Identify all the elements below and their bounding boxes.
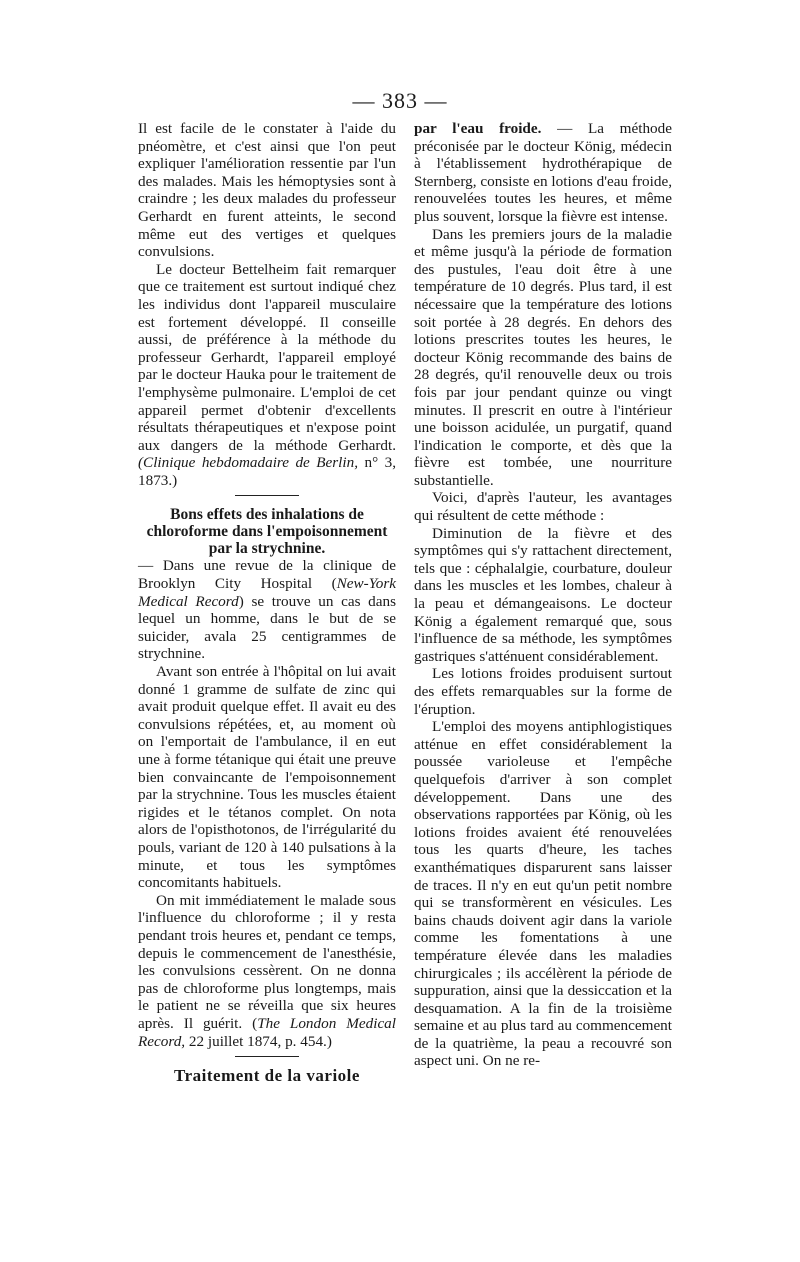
citation-end: n° 3, 1873.) <box>138 454 397 489</box>
paragraph-text: ) se trouve un cas dans lequel un homme, dans le but de se suicider, avala 25 centigrammes de strychnine. <box>138 592 396 663</box>
paragraph-text: On mit immédiatement le malade sous l'influence du chloroforme ; il y resta pendant trois heures et, pendant ce temps, depuis le commencement de l'anesthésie, les convulsions cessèrent. On ne donna pas de chloroforme plus longtemps, mais le patient ne se réveilla que six heures après. Il guérit. ( <box>138 891 396 1032</box>
paragraph-temperature: Dans les premiers jours de la maladie et même jusqu'à la période de formation des pustules, l'eau doit être à une température de 10 degrés. Plus tard, il est nécessaire que la température des lotions soit portée à 28 degrés. En dehors des lotions prescrites toutes les heures, le docteur König recommande des bains de 28 degrés, qu'il renouvelle deux ou trois fois par jour pendant quinze ou vingt minutes. Il prescrit en outre à l'intérieur une boisson acidulée, un purgatif, quand l'indication le comporte, et dès que la fièvre est tombée, une nourriture substantielle. <box>414 225 672 489</box>
paragraph-text: — Dans une revue de la clinique de Brooklyn City Hospital ( <box>138 557 396 593</box>
article-heading-variole: Traitement de la variole <box>174 1066 360 1086</box>
paragraph-hopital: Avant son entrée à l'hôpital on lui avait donné 1 gramme de sulfate de zinc qui avait produit quelque effet. Il avait eu des convulsions répétées, et, au moment où on l'emportait de l'ambulance, il en eut une à forme tétanique qui était une preuve bien convaincante de l'empoisonnement par la strychnine. Tous les muscles étaient rigides et le tétanos complet. On nota alors de l'opisthotonos, de l'irrégularité du pouls, variant de 120 à 140 pulsations à la minute, et tous les symptômes concomitants habituels. <box>138 663 396 892</box>
section-divider <box>235 1056 299 1057</box>
section-divider <box>235 495 299 496</box>
paragraph-avantages: Voici, d'après l'auteur, les avantages qui résultent de cette méthode : <box>414 489 672 525</box>
journal-name: The London Medical Record, <box>138 1014 396 1050</box>
paragraph-pneometre: Il est facile de le constater à l'aide du pnéomètre, et c'est ainsi que l'on peut expliquer l'amélioration ressentie par l'un des malades. Mais les hémoptysies sont à craindre ; les deux malades du professeur Gerhardt en furent atteints, le second même eut des vertiges et quelques convulsions. <box>138 120 396 261</box>
journal-name: New-York Medical Record <box>138 575 396 610</box>
paragraph-diminution: Diminution de la fièvre et des symptômes qui s'y rattachent directement, tels que : céphalalgie, courbature, douleur dans les muscles et les lombes, chaleur à la peau et démangeaisons. Le docteur König a également remarqué que, sous l'influence de sa méthode, les symptômes gastriques s'atténuent considérablement. <box>414 524 672 665</box>
paragraph-text: — La méthode préconisée par le docteur König, médecin à l'établissement hydrothérapique de Sternberg, consiste en lotions d'eau froide, renouvelées toutes les heures, et même plus souvent, lorsque la fièvre est intense. <box>414 120 672 225</box>
paragraph-brooklyn <box>138 557 396 663</box>
paragraph-methode <box>414 120 672 226</box>
page-number: — 383 — <box>352 88 448 113</box>
left-column <box>138 120 396 1085</box>
paragraph-chloroforme <box>138 892 396 1050</box>
right-column <box>414 120 672 1070</box>
paragraph-text: 22 juillet 1874, p. 454.) <box>185 1032 332 1050</box>
heading-continuation: par l'eau froide. <box>414 120 542 137</box>
paragraph-bettelheim <box>138 261 396 490</box>
citation-source: (Clinique hebdomadaire de Berlin, <box>138 454 359 472</box>
paragraph-antiphlogistiques: L'emploi des moyens antiphlogistiques atténue en effet considérablement la poussée varioleuse et l'empêche quelquefois d'arriver à son complet développement. Dans une des observations rapportées par König, où les lotions froides avaient été renouvelées tous les quarts d'heure, les taches exanthématiques disparurent sans laisser de traces. Il n'y en eut qu'un petit nombre qui se transformèrent en vésicules. Les bains chauds doivent agir dans la variole comme les fomentations à une température élevée dans les maladies chirurgicales ; ils accélèrent la période de suppuration, ainsi que la dessiccation et la desquamation. A la fin de la troisième semaine et au plus tard au commencement de la quatrième, la peau a recouvré son aspect uni. On ne re- <box>414 718 672 1070</box>
paragraph-lotions: Les lotions froides produisent surtout des effets remarquables sur la forme de l'éruption. <box>414 665 672 718</box>
article-heading-chloroforme: Bons effets des inhalations de chloroforme dans l'empoisonnement par la strychnine. <box>146 506 388 558</box>
paragraph-text: Le docteur Bettelheim fait remarquer que ce traitement est surtout indiqué chez les individus dont l'appareil musculaire est fortement développé. Il conseille aussi, de préférence à la méthode du professeur Gerhardt, l'appareil employé par le docteur Hauka pour le traitement de l'emphysème pulmonaire. L'emploi de cet appareil permet d'obtenir d'excellents résultats thérapeutiques et n'expose point aux dangers de la méthode Gerhardt. <box>138 260 396 454</box>
